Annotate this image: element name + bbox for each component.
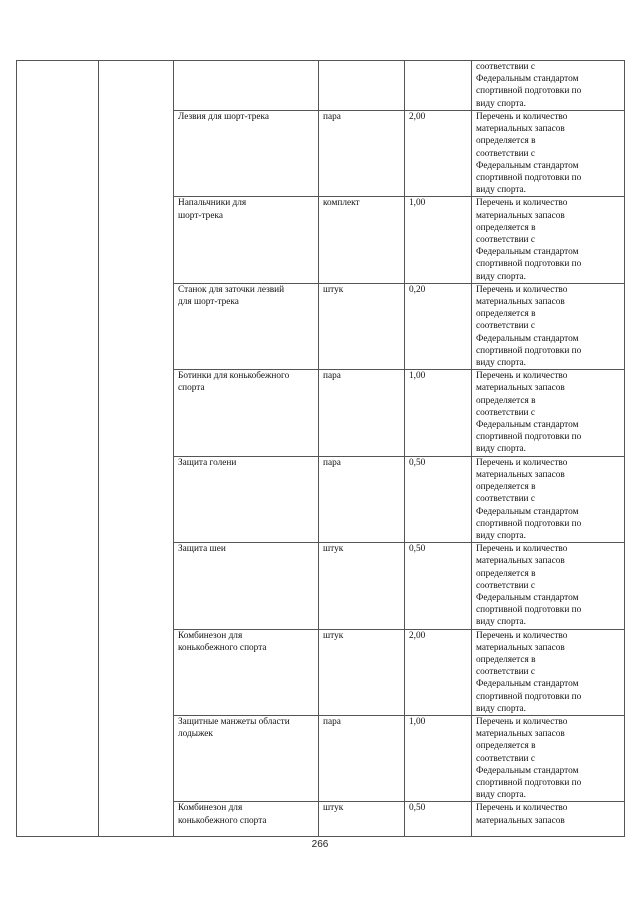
item-name-cell bbox=[174, 111, 319, 197]
qty: 1,00 bbox=[409, 371, 426, 382]
unit-cell bbox=[319, 543, 405, 629]
note-cell bbox=[472, 543, 625, 629]
item-name: Комбинезон для конькобежного спорта bbox=[178, 803, 267, 826]
note: Перечень и количество материальных запасов определяется в соответствии с Федеральным стандартом спортивной подготовки по виду спорта. bbox=[476, 716, 582, 801]
note: Перечень и количество материальных запасов определяется в соответствии с Федеральным стандартом спортивной подготовки по виду спорта. bbox=[476, 371, 582, 455]
table-row-continuation bbox=[17, 61, 625, 111]
item-name: Защита шеи bbox=[178, 544, 226, 555]
item-name-cell bbox=[174, 715, 319, 801]
note: Перечень и количество материальных запасов определяется в соответствии с Федеральным стандартом спортивной подготовки по виду спорта. bbox=[476, 457, 582, 541]
qty-cell bbox=[405, 370, 472, 456]
qty-cell bbox=[405, 629, 472, 715]
qty: 2,00 bbox=[409, 112, 426, 122]
item-name: Станок для заточки лезвий для шорт-трека bbox=[178, 284, 285, 308]
item-name-cell bbox=[174, 61, 319, 111]
qty-cell bbox=[405, 111, 472, 197]
qty-cell bbox=[405, 197, 472, 283]
equipment-table bbox=[16, 60, 625, 837]
unit-cell bbox=[319, 802, 405, 837]
note: Перечень и количество материальных запасов определяется в соответствии с Федеральным стандартом спортивной подготовки по виду спорта. bbox=[476, 284, 582, 369]
note-cell bbox=[472, 715, 625, 801]
unit-cell bbox=[319, 197, 405, 283]
item-name-cell bbox=[174, 197, 319, 283]
unit-cell bbox=[319, 629, 405, 715]
unit-cell bbox=[319, 370, 405, 456]
note-cell bbox=[472, 456, 625, 542]
item-name-cell bbox=[174, 370, 319, 456]
unit: штук bbox=[323, 630, 344, 641]
unit-cell bbox=[319, 456, 405, 542]
qty-cell bbox=[405, 715, 472, 801]
item-name-cell bbox=[174, 629, 319, 715]
note-cell bbox=[472, 283, 625, 369]
merged-cell-col1 bbox=[17, 61, 99, 837]
equipment-table-body bbox=[17, 61, 625, 837]
qty: 0,50 bbox=[409, 544, 426, 555]
qty: 0,20 bbox=[409, 284, 426, 295]
note: Перечень и количество материальных запасов определяется в соответствии с Федеральным стандартом спортивной подготовки по виду спорта. bbox=[476, 112, 582, 196]
note-cell bbox=[472, 802, 625, 837]
note-cell bbox=[472, 111, 625, 197]
unit-cell bbox=[319, 61, 405, 111]
unit: пара bbox=[323, 112, 341, 122]
note-cell bbox=[472, 197, 625, 283]
unit-cell bbox=[319, 283, 405, 369]
merged-cell-col2 bbox=[99, 61, 174, 837]
item-name-cell bbox=[174, 543, 319, 629]
note: Перечень и количество материальных запасов определяется в соответствии с Федеральным стандартом спортивной подготовки по виду спорта. bbox=[476, 630, 582, 714]
unit: пара bbox=[323, 716, 341, 727]
unit: штук bbox=[323, 803, 344, 814]
item-name: Лезвия для шорт-трека bbox=[178, 112, 270, 122]
qty: 1,00 bbox=[409, 198, 426, 209]
item-name: Напальчники для шорт-трека bbox=[178, 198, 247, 221]
item-name: Ботинки для конькобежного спорта bbox=[178, 371, 290, 394]
unit: штук bbox=[323, 544, 344, 555]
item-name: Защитные манжеты области лодыжек bbox=[178, 716, 290, 740]
note-cell bbox=[472, 61, 625, 111]
note-cell bbox=[472, 629, 625, 715]
qty: 0,50 bbox=[409, 457, 426, 468]
qty-cell bbox=[405, 543, 472, 629]
note: Перечень и количество материальных запасов определяется в соответствии с Федеральным стандартом спортивной подготовки по виду спорта. bbox=[476, 544, 582, 628]
unit: комплект bbox=[323, 198, 360, 209]
item-name: Комбинезон для конькобежного спорта bbox=[178, 630, 267, 653]
unit: пара bbox=[323, 371, 341, 382]
unit: штук bbox=[323, 284, 344, 295]
unit-cell bbox=[319, 111, 405, 197]
unit: пара bbox=[323, 457, 341, 468]
qty-cell bbox=[405, 802, 472, 837]
qty-cell bbox=[405, 456, 472, 542]
note-cell bbox=[472, 370, 625, 456]
qty-cell bbox=[405, 283, 472, 369]
unit-cell bbox=[319, 715, 405, 801]
item-name: Защита голени bbox=[178, 457, 237, 468]
note: Перечень и количество материальных запасов определяется в соответствии с Федеральным стандартом спортивной подготовки по виду спорта. bbox=[476, 198, 582, 282]
qty-cell bbox=[405, 61, 472, 111]
item-name-cell bbox=[174, 456, 319, 542]
qty: 1,00 bbox=[409, 716, 426, 727]
item-name-cell bbox=[174, 802, 319, 837]
note: Перечень и количество материальных запасов bbox=[476, 803, 568, 826]
qty: 2,00 bbox=[409, 630, 426, 641]
qty: 0,50 bbox=[409, 803, 426, 814]
item-name-cell bbox=[174, 283, 319, 369]
continuation-note: соответствии с Федеральным стандартом спортивной подготовки по виду спорта. bbox=[476, 62, 582, 109]
page-number: 266 bbox=[311, 839, 329, 850]
